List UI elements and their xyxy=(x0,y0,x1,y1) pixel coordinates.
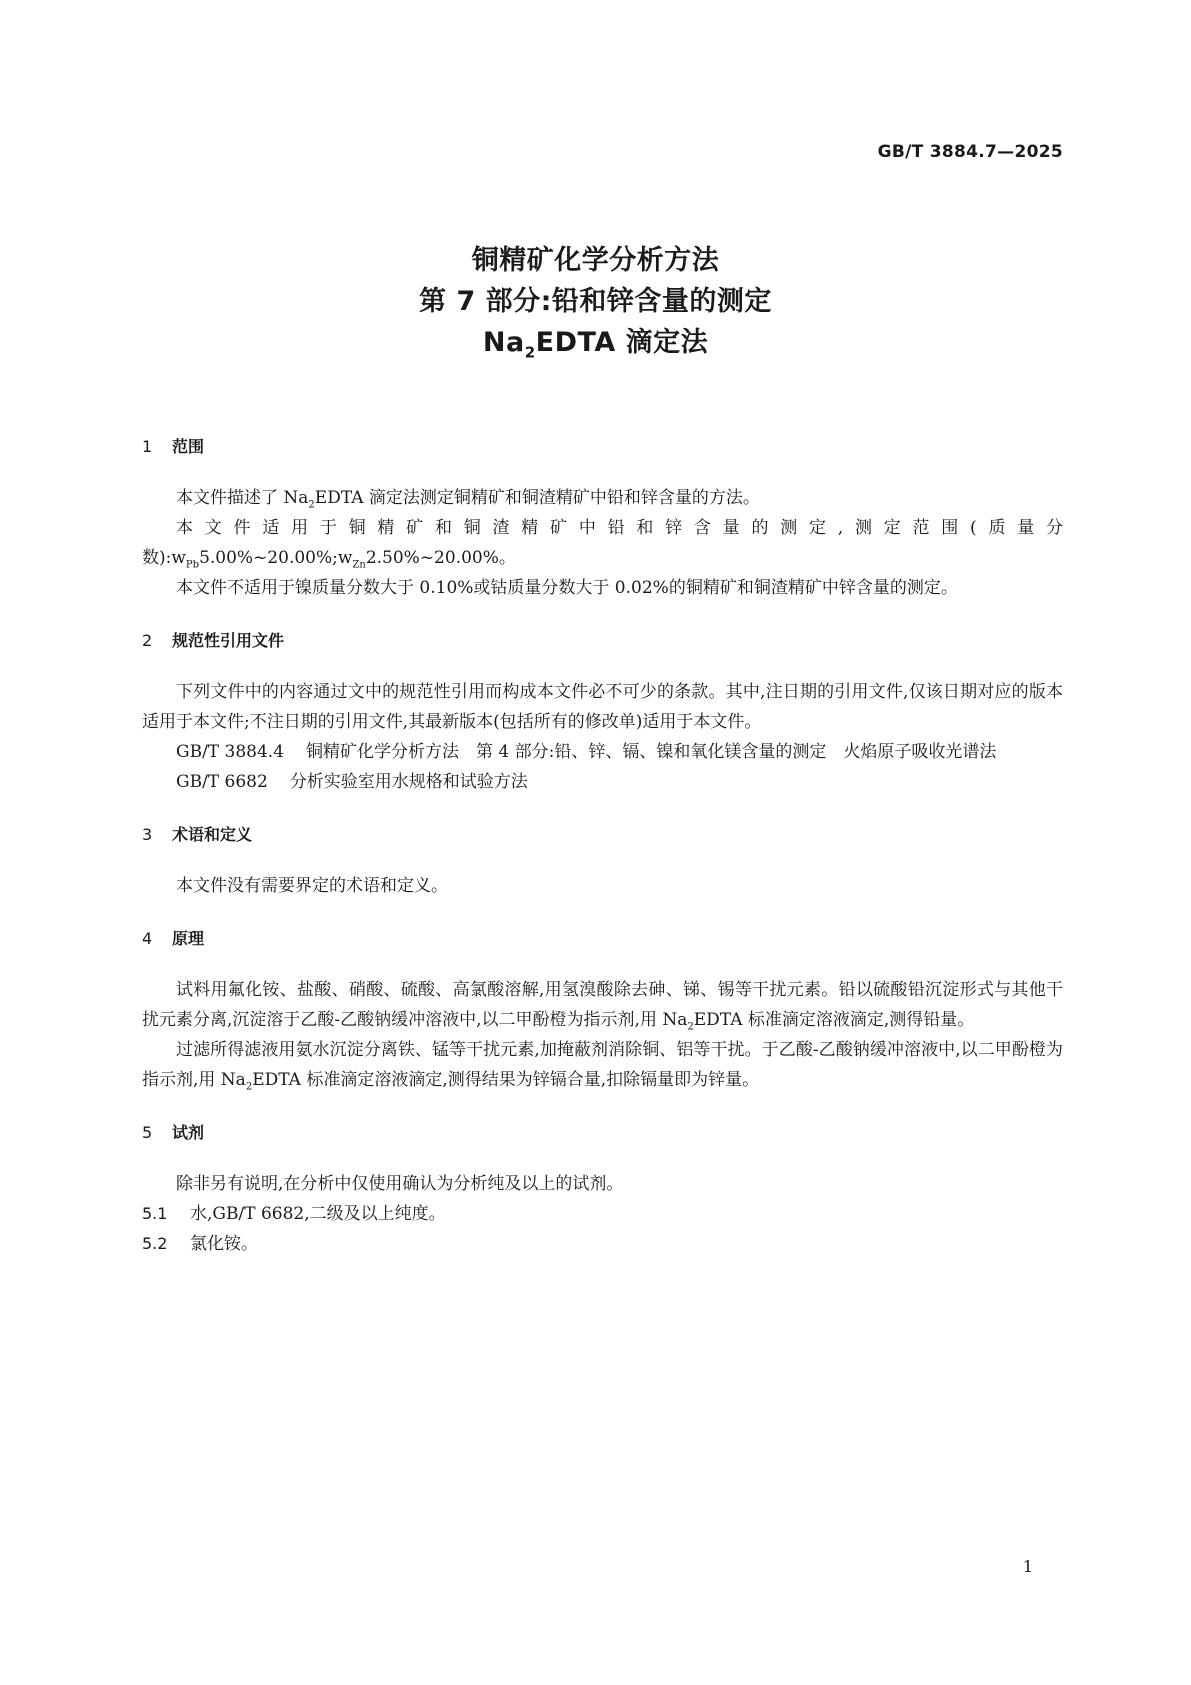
item-text: 水,GB/T 6682,二级及以上纯度。 xyxy=(190,1204,446,1224)
section-title: 规范性引用文件 xyxy=(172,631,285,650)
reagents-intro: 除非另有说明,在分析中仅使用确认为分析纯及以上的试剂。 xyxy=(176,1174,624,1194)
item-text: 氯化铵。 xyxy=(190,1234,258,1254)
references-intro: 下列文件中的内容通过文中的规范性引用而构成本文件必不可少的条款。其中,注日期的引用文件,仅该日期对应的版本适用于本文件;不注日期的引用文件,其最新版本(包括所有的修改单)适用于本文件。 xyxy=(142,682,1063,732)
section-number: 3 xyxy=(142,825,153,844)
section-title: 试剂 xyxy=(172,1123,205,1142)
standard-code: GB/T 3884.7—2025 xyxy=(877,142,1063,162)
section-title: 术语和定义 xyxy=(172,825,253,844)
scope-paragraph-2 xyxy=(142,513,1063,573)
terms-paragraph: 本文件没有需要界定的术语和定义。 xyxy=(176,876,448,896)
principle-paragraph-2 xyxy=(142,1035,1063,1095)
document-title xyxy=(0,240,1191,363)
subscript: 2 xyxy=(308,499,315,511)
reference-title: 铜精矿化学分析方法 第 4 部分:铅、锌、镉、镍和氧化镁含量的测定 火焰原子吸收光谱法 xyxy=(306,742,997,762)
text-run: 2.50%~20.00%。 xyxy=(365,548,516,568)
text-run: EDTA 滴定法测定铜精矿和铜渣精矿中铅和锌含量的方法。 xyxy=(314,488,760,508)
title-line-3-prefix: Na xyxy=(482,327,525,358)
section-number: 2 xyxy=(142,631,153,650)
text-run: EDTA 标准滴定溶液滴定,测得铅量。 xyxy=(693,1010,975,1030)
section-heading-principle xyxy=(142,927,1063,951)
section-heading-scope xyxy=(142,435,1063,459)
item-number: 5.2 xyxy=(142,1234,168,1253)
reference-code: GB/T 6682 xyxy=(176,772,268,792)
reference-title: 分析实验室用水规格和试验方法 xyxy=(289,772,528,792)
title-line-3 xyxy=(0,322,1191,363)
section-heading-normative-references xyxy=(142,629,1063,653)
text-run: 本文件描述了 Na xyxy=(176,488,309,508)
document-body xyxy=(142,435,1063,1259)
scope-paragraph-1 xyxy=(142,483,1063,513)
scope-paragraph-3: 本文件不适用于镍质量分数大于 0.10%或钴质量分数大于 0.02%的铜精矿和铜渣精矿中锌含量的测定。 xyxy=(176,578,958,598)
reference-entry-2 xyxy=(142,767,1063,797)
subscript: Pb xyxy=(185,559,200,571)
section-title: 范围 xyxy=(172,437,205,456)
section-number: 4 xyxy=(142,929,153,948)
reagent-item-2 xyxy=(142,1229,1063,1259)
title-line-2: 第 7 部分:铅和锌含量的测定 xyxy=(419,286,772,317)
section-heading-terms xyxy=(142,823,1063,847)
principle-paragraph-1 xyxy=(142,975,1063,1035)
section-number: 5 xyxy=(142,1123,153,1142)
page-number: 1 xyxy=(1022,1557,1033,1576)
text-run: 试料用氟化铵、盐酸、硝酸、硫酸、高氯酸溶解,用氢溴酸除去砷、锑、锡等干扰元素。铅以硫酸铅沉淀形式与其他干扰元素分离,沉淀溶于乙酸-乙酸钠缓冲溶液中,以二甲酚橙为指示剂,用 Na xyxy=(142,980,1063,1030)
subscript: 2 xyxy=(245,1081,253,1093)
text-run: EDTA 标准滴定溶液滴定,测得结果为锌镉合量,扣除镉量即为锌量。 xyxy=(252,1070,760,1090)
subscript: Zn xyxy=(352,559,366,571)
section-heading-reagents xyxy=(142,1121,1063,1145)
title-line-1: 铜精矿化学分析方法 xyxy=(471,245,720,276)
title-line-3-suffix: EDTA 滴定法 xyxy=(535,327,709,358)
reference-entry-1 xyxy=(142,737,1063,767)
item-number: 5.1 xyxy=(142,1204,168,1223)
text-run: 过滤所得滤液用氨水沉淀分离铁、锰等干扰元素,加掩蔽剂消除铜、铝等干扰。于乙酸-乙酸钠缓冲溶液中,以二甲酚橙为指示剂,用 Na xyxy=(142,1040,1063,1090)
subscript: 2 xyxy=(687,1021,694,1033)
text-run: 5.00%~20.00%;w xyxy=(199,548,353,568)
section-title: 原理 xyxy=(172,929,205,948)
reagent-item-1 xyxy=(142,1199,1063,1229)
text-run: 本文件适用于铜精矿和铜渣精矿中铅和锌含量的测定,测定范围(质量分数):w xyxy=(142,518,1063,568)
section-number: 1 xyxy=(142,437,153,456)
title-line-3-subscript: 2 xyxy=(524,343,536,362)
reference-code: GB/T 3884.4 xyxy=(176,742,285,762)
